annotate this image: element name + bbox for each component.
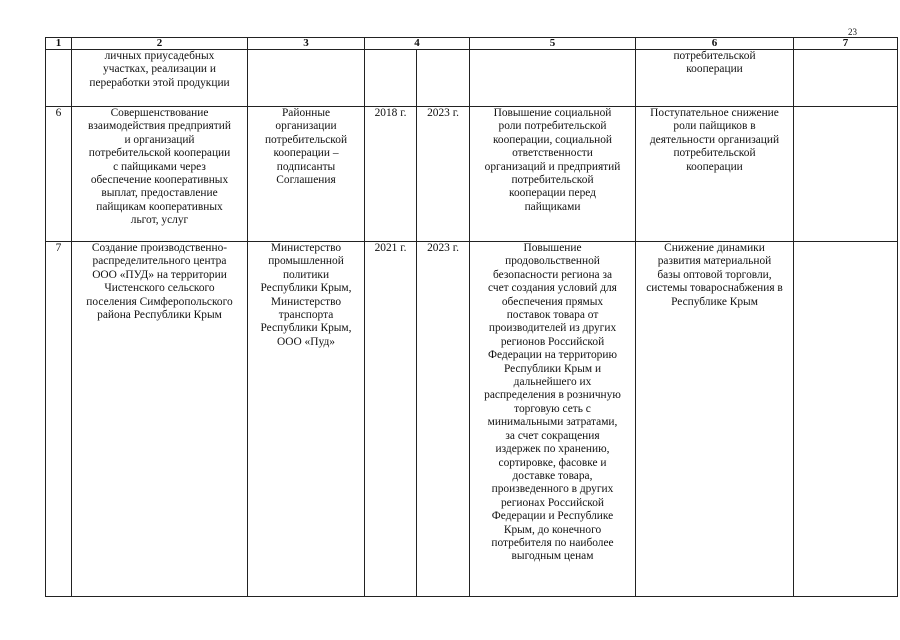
header-cell-6: 6 [636, 38, 794, 50]
end-year-cell: 2023 г. [417, 107, 470, 242]
start-year-cell: 2021 г. [365, 242, 417, 597]
measure-cell: Совершенствование взаимодействия предприятий и организаций потребительской кооперации с пайщиками через обеспечение кооперативных выплат, предоставление пайщикам кооперативных льгот, услуг [72, 107, 248, 242]
row-number: 7 [46, 242, 72, 597]
header-cell-2: 2 [72, 38, 248, 50]
table-row [46, 50, 898, 107]
measures-table [45, 37, 898, 597]
end-year-cell [417, 50, 470, 107]
consequence-cell: Поступательное снижение роли пайщиков в деятельности организаций потребительской кооперации [636, 107, 794, 242]
result-cell [470, 50, 636, 107]
consequence-cell: Снижение динамики развития материальной базы оптовой торговли, системы товароснабжения в Республике Крым [636, 242, 794, 597]
result-cell: Повышение социальной роли потребительской кооперации, социальной ответственности организаций и предприятий потребительской кооперации перед пайщиками [470, 107, 636, 242]
row-number: 6 [46, 107, 72, 242]
header-row [46, 38, 898, 50]
start-year-cell [365, 50, 417, 107]
header-cell-7: 7 [794, 38, 898, 50]
row-number [46, 50, 72, 107]
consequence-cell: потребительской кооперации [636, 50, 794, 107]
measure-cell: Создание производственно- распределительного центра ООО «ПУД» на территории Чистенского сельского поселения Симферопольского района Республики Крым [72, 242, 248, 597]
executors-cell: Министерство промышленной политики Республики Крым, Министерство транспорта Республики Крым, ООО «Пуд» [248, 242, 365, 597]
note-cell [794, 50, 898, 107]
measure-cell: личных приусадебных участках, реализации и переработки этой продукции [72, 50, 248, 107]
note-cell [794, 242, 898, 597]
header-cell-3: 3 [248, 38, 365, 50]
header-cell-4: 4 [365, 38, 470, 50]
end-year-cell: 2023 г. [417, 242, 470, 597]
header-cell-5: 5 [470, 38, 636, 50]
result-cell: Повышение продовольственной безопасности региона за счет создания условий для обеспечения прямых поставок товара от производителей из других регионов Российской Федерации на территорию Республики Крым и дальнейшего их распределения в розничную торговую сеть с минимальными затратами, за счет сокращения издержек по хранению, сортировке, фасовке и доставке товара, произведенного в других регионах Российской Федерации и Республике Крым, до конечного потребителя по наиболее выгодным ценам [470, 242, 636, 597]
table-row [46, 107, 898, 242]
page-number: 23 [848, 27, 857, 37]
header-cell-1: 1 [46, 38, 72, 50]
executors-cell [248, 50, 365, 107]
start-year-cell: 2018 г. [365, 107, 417, 242]
table-row [46, 242, 898, 597]
note-cell [794, 107, 898, 242]
executors-cell: Районные организации потребительской кооперации – подписанты Соглашения [248, 107, 365, 242]
